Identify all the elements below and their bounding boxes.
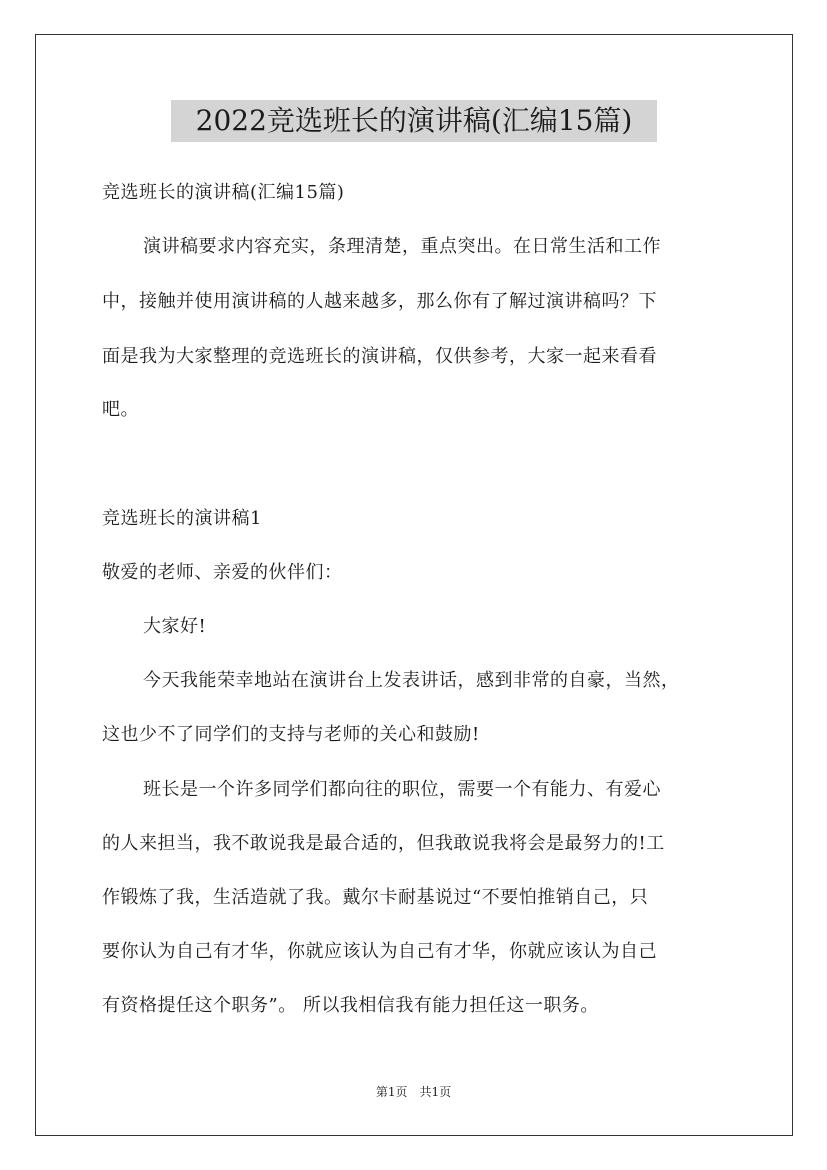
page-number: 第1页 共1页 xyxy=(375,1085,452,1099)
section-heading: 竞选班长的演讲稿1 xyxy=(102,508,262,529)
document-subtitle: 竞选班长的演讲稿(汇编15篇) xyxy=(102,182,345,203)
paragraph-line: 今天我能荣幸地站在演讲台上发表讲话，感到非常的自豪，当然， xyxy=(143,670,680,691)
document-title: 2022竞选班长的演讲稿(汇编15篇) xyxy=(171,100,657,142)
intro-line: 中，接触并使用演讲稿的人越来越多，那么你有了解过演讲稿吗？下 xyxy=(102,291,657,312)
salutation: 敬爱的老师、亲爱的伙伴们： xyxy=(102,562,343,583)
greeting: 大家好! xyxy=(143,616,207,637)
paragraph-line: 要你认为自己有才华，你就应该认为自己有才华，你就应该认为自己 xyxy=(102,941,657,962)
paragraph-line: 有资格提任这个职务”。 所以我相信我有能力担任这一职务。 xyxy=(102,995,599,1016)
intro-line: 演讲稿要求内容充实，条理清楚，重点突出。在日常生活和工作 xyxy=(143,236,661,257)
intro-line: 吧。 xyxy=(102,399,139,420)
paragraph-line: 班长是一个许多同学们都向往的职位，需要一个有能力、有爱心 xyxy=(143,779,661,800)
paragraph-line: 作锻炼了我，生活造就了我。戴尔卡耐基说过“不要怕推销自己，只 xyxy=(102,887,649,908)
paragraph-line: 这也少不了同学们的支持与老师的关心和鼓励! xyxy=(102,724,480,745)
intro-line: 面是我为大家整理的竞选班长的演讲稿，仅供参考，大家一起来看看 xyxy=(102,346,657,367)
paragraph-line: 的人来担当，我不敢说我是最合适的，但我敢说我将会是最努力的!工 xyxy=(102,833,665,854)
